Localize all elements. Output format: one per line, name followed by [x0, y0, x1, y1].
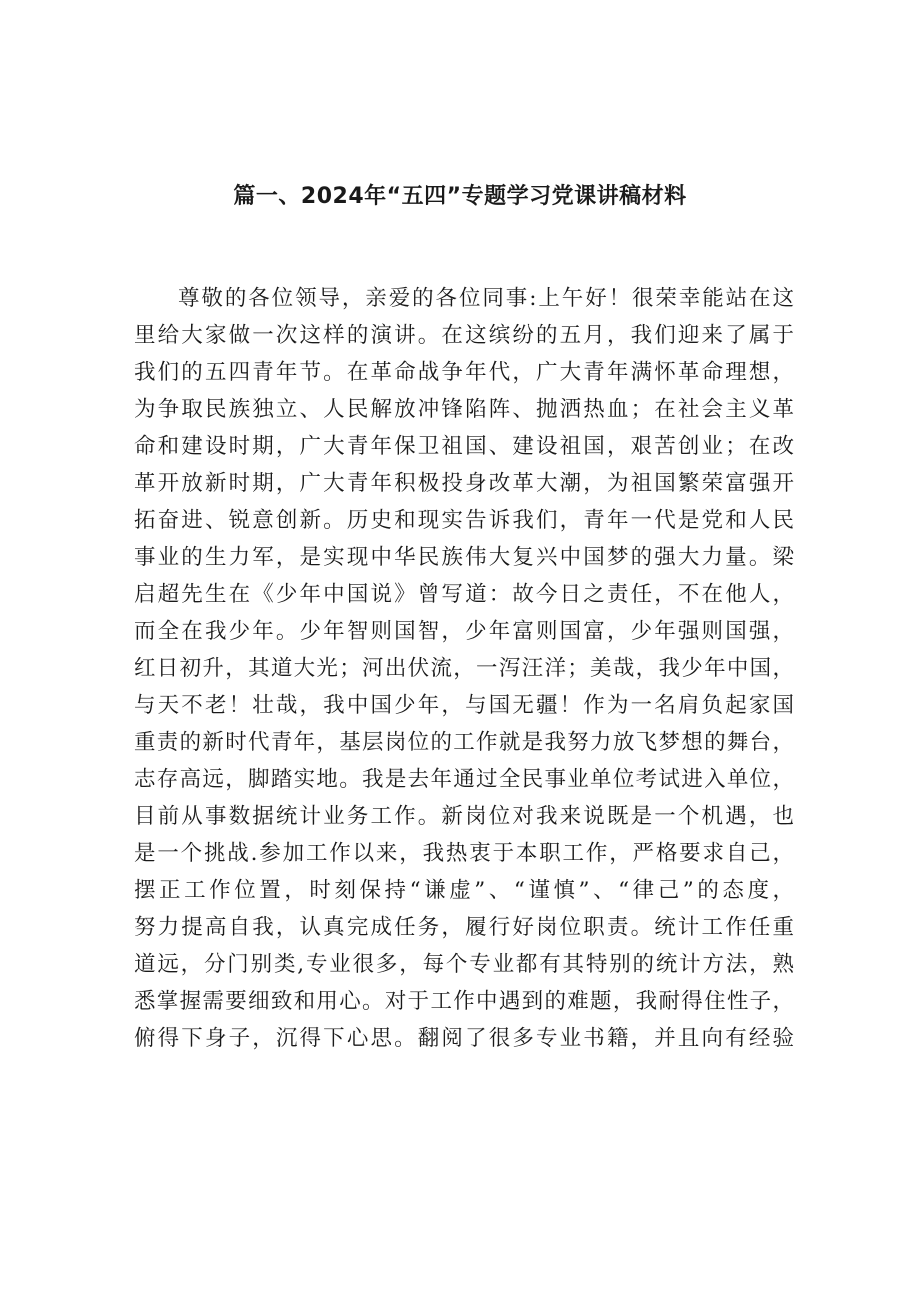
paragraph-line: 里给大家做一次这样的演讲。在这缤纷的五月，我们迎来了属于 [134, 323, 794, 348]
paragraph-line: 努力提高自我，认真完成任务，履行好岗位职责。统计工作任重 [134, 915, 794, 940]
paragraph-line: 志存高远，脚踏实地。我是去年通过全民事业单位考试进入单位， [134, 767, 794, 792]
paragraph-line: 重责的新时代青年，基层岗位的工作就是我努力放飞梦想的舞台， [134, 730, 794, 755]
paragraph-line: 而全在我少年。少年智则国智，少年富则国富，少年强则国强， [134, 619, 794, 644]
paragraph-line: 尊敬的各位领导，亲爱的各位同事:上午好！很荣幸能站在这 [178, 286, 794, 311]
paragraph-line: 革开放新时期，广大青年积极投身改革大潮，为祖国繁荣富强开 [134, 471, 794, 496]
paragraph-line: 红日初升，其道大光；河出伏流，一泻汪洋；美哉，我少年中国， [134, 656, 794, 681]
paragraph-line: 为争取民族独立、人民解放冲锋陷阵、抛洒热血；在社会主义革 [134, 397, 794, 422]
paragraph-line: 与天不老！壮哉，我中国少年，与国无疆！作为一名肩负起家国 [134, 693, 794, 718]
paragraph-line: 我们的五四青年节。在革命战争年代，广大青年满怀革命理想， [134, 360, 794, 385]
document-body [134, 280, 794, 1057]
paragraph-line: 俯得下身子，沉得下心思。翻阅了很多专业书籍，并且向有经验 [134, 1026, 794, 1051]
document-title: 篇一、2024年“五四”专题学习党课讲稿材料 [233, 184, 687, 209]
paragraph-line: 道远，分门别类,专业很多，每个专业都有其特别的统计方法，熟 [134, 952, 794, 977]
paragraph-line: 命和建设时期，广大青年保卫祖国、建设祖国，艰苦创业；在改 [134, 434, 794, 459]
paragraph-line: 事业的生力军，是实现中华民族伟大复兴中国梦的强大力量。梁 [134, 545, 794, 570]
paragraph-line: 拓奋进、锐意创新。历史和现实告诉我们，青年一代是党和人民 [134, 508, 794, 533]
paragraph-line: 是一个挑战.参加工作以来，我热衷于本职工作，严格要求自己， [134, 841, 794, 866]
paragraph-line: 摆正工作位置，时刻保持“谦虚”、“谨慎”、“律己”的态度， [134, 878, 794, 903]
paragraph-line: 启超先生在《少年中国说》曾写道：故今日之责任，不在他人， [134, 582, 794, 607]
paragraph-line: 目前从事数据统计业务工作。新岗位对我来说既是一个机遇，也 [134, 804, 794, 829]
paragraph-line: 悉掌握需要细致和用心。对于工作中遇到的难题，我耐得住性子， [134, 989, 794, 1014]
